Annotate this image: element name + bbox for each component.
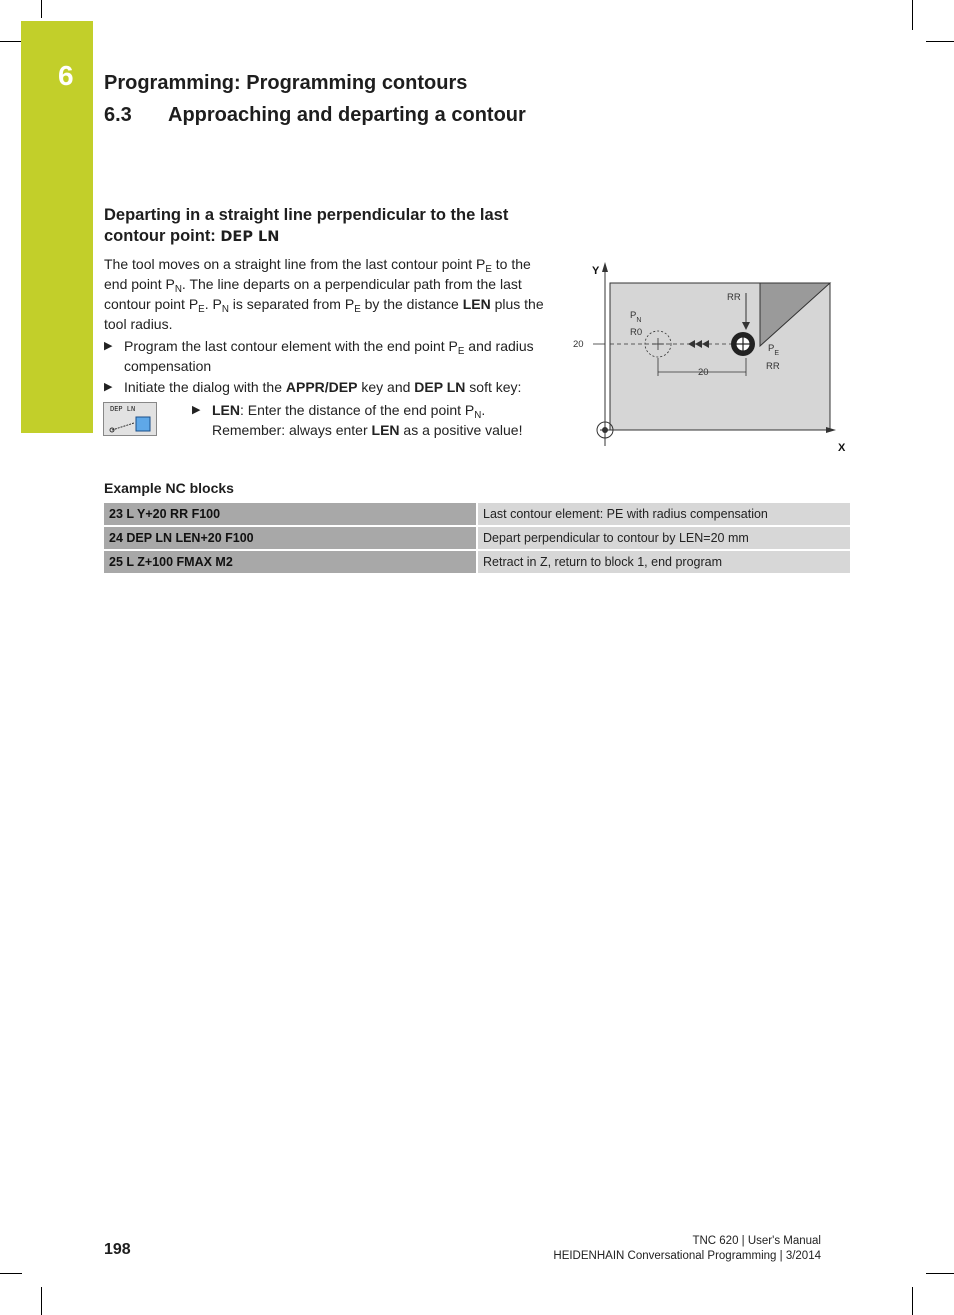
nc-description-cell: Depart perpendicular to contour by LEN=20 mm — [476, 527, 850, 551]
y-axis-label: Y — [592, 265, 600, 277]
nc-blocks-table — [104, 503, 850, 575]
nc-code-cell: 25 L Z+100 FMAX M2 — [104, 551, 476, 575]
origin-dot — [602, 427, 608, 433]
nc-description-cell: Retract in Z, return to block 1, end program — [476, 551, 850, 575]
bullet-item: ▶ Initiate the dialog with the APPR/DEP key and DEP LN soft key: — [104, 379, 522, 395]
bullet-item: ▶ LEN: Enter the distance of the end point $P_N$. Remember: always enter LEN as a positive value! — [192, 402, 523, 438]
softkey-label: DEP LN — [110, 406, 136, 414]
heading-code: DEP LN — [220, 229, 280, 245]
chapter-number: 6 — [58, 60, 74, 91]
table-row — [104, 527, 850, 551]
y-axis-arrow-icon — [602, 262, 608, 272]
bullet-arrow-icon: ▶ — [104, 381, 113, 393]
section-heading — [104, 205, 544, 248]
section-number: 6.3 — [104, 104, 132, 126]
crop-mark — [41, 1287, 42, 1315]
softkey-icon — [104, 403, 156, 435]
dep-ln-diagram — [560, 258, 860, 458]
y-dimension-label: 20 — [573, 339, 584, 350]
heading-text: Departing in a straight line perpendicular to the last contour point: — [104, 206, 509, 245]
intro-paragraph: The tool moves on a straight line from the last contour point $P_E$ to the end point $P_N$. The line departs on a perpendicular path from the last contour point $P_E$. $P_N$ is separated from $P_E$ by the distance LEN plus the tool radius. — [104, 256, 544, 332]
crop-mark — [912, 1287, 913, 1315]
r0-label: R0 — [630, 327, 643, 338]
bullet-item: ▶ Program the last contour element with the end point $P_E$ and radius compensation — [104, 338, 534, 374]
nc-description-cell: Last contour element: PE with radius compensation — [476, 503, 850, 527]
crop-mark — [41, 0, 42, 18]
crop-mark — [912, 0, 913, 30]
rr-top-label: RR — [727, 292, 741, 303]
bullet-arrow-icon: ▶ — [192, 404, 201, 416]
table-row — [104, 551, 850, 575]
nc-code-cell: 24 DEP LN LEN+20 F100 — [104, 527, 476, 551]
pn-label: $P_N$ — [630, 310, 642, 324]
chapter-title: Programming: Programming contours — [104, 72, 468, 94]
len-dimension-label: 20 — [698, 367, 709, 378]
nc-code-cell: 23 L Y+20 RR F100 — [104, 503, 476, 527]
bullet-arrow-icon: ▶ — [104, 340, 113, 352]
rr-bottom-label: RR — [766, 361, 780, 372]
example-heading: Example NC blocks — [104, 480, 234, 496]
crop-mark — [0, 41, 22, 42]
footer-line: TNC 620 | User's Manual — [692, 1235, 821, 1247]
x-axis-arrow-icon — [826, 427, 836, 433]
table-row — [104, 503, 850, 527]
page-number: 198 — [104, 1241, 131, 1258]
section-title: Approaching and departing a contour — [168, 104, 526, 126]
pe-label: $P_E$ — [768, 343, 780, 357]
dep-ln-softkey — [103, 402, 157, 436]
footer-line: HEIDENHAIN Conversational Programming | 3/2014 — [553, 1250, 821, 1262]
crop-mark — [0, 1273, 22, 1274]
page-footer — [553, 1234, 821, 1264]
x-axis-label: X — [838, 442, 846, 454]
crop-mark — [926, 1273, 954, 1274]
crop-mark — [926, 41, 954, 42]
